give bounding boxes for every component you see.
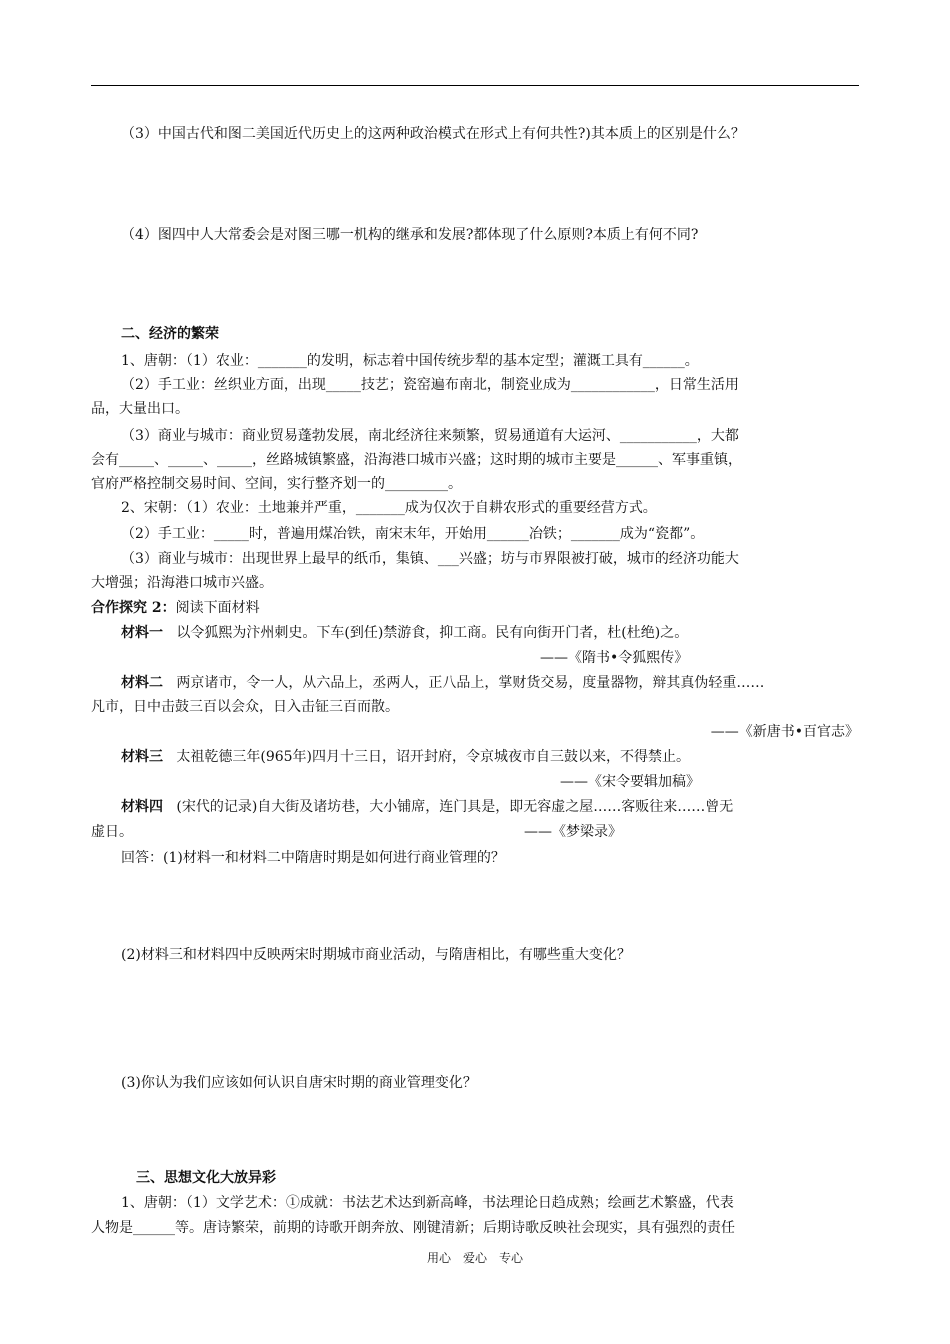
- material-label: 材料一: [121, 625, 163, 641]
- material-text: 太祖乾德三年(965年)四月十三日，诏开封府，令京城夜市自三鼓以来，不得禁止。: [176, 749, 691, 765]
- header-rule: [91, 85, 859, 86]
- text-line: （3）商业与城市：商业贸易蓬勃发展，南北经济往来频繁，贸易通道有大运河、___________，大都: [121, 428, 739, 444]
- material-2: [121, 673, 889, 693]
- section-2-title: 二、经济的繁荣: [121, 326, 219, 342]
- text-line: 1、唐朝：（1）农业：_______的发明，标志着中国传统步犁的基本定型；灌溉工具有______。: [121, 353, 699, 369]
- material-text-cont: 凡市，日中击鼓三百以会众，日入击钲三百而散。: [91, 699, 399, 715]
- text-line: （3）商业与城市：出现世界上最早的纸币，集镇、___兴盛；坊与市界限被打破，城市的经济功能大: [121, 551, 739, 567]
- text-line: 1、唐朝：（1）文学艺术：①成就：书法艺术达到新高峰，书法理论日趋成熟；绘画艺术繁盛，代表: [121, 1195, 734, 1211]
- section-3-title: 三、思想文化大放异彩: [136, 1170, 276, 1186]
- material-label: 材料四: [121, 799, 163, 815]
- material-4: [121, 797, 889, 817]
- text-line: （2）手工业：丝织业方面，出现_____技艺；瓷窑遍布南北，制瓷业成为____________，日常生活用: [121, 377, 739, 393]
- answer-question-3: (3)你认为我们应该如何认识自唐宋时期的商业管理变化？: [121, 1075, 477, 1091]
- text-line: 官府严格控制交易时间、空间，实行整齐划一的_________。: [91, 476, 462, 492]
- material-label: 材料二: [121, 675, 163, 691]
- question-3: （3）中国古代和图二美国近代历史上的这两种政治模式在形式上有何共性?)其本质上的区别是什么？: [121, 126, 745, 142]
- material-source: ——《梦梁录》: [524, 824, 622, 840]
- answer-question-2: (2)材料三和材料四中反映两宋时期城市商业活动，与隋唐相比，有哪些重大变化？: [121, 947, 631, 963]
- coop-heading: [91, 598, 859, 618]
- text-line: （2）手工业：_____时，普遍用煤冶铁，南宋末年，开始用______冶铁；_______成为“瓷都”。: [121, 526, 705, 542]
- text-line: 会有_____、_____、_____，丝路城镇繁盛，沿海港口城市兴盛；这时期的城市主要是______、军事重镇，: [91, 452, 742, 468]
- material-text: (宋代的记录)自大街及诸坊巷，大小铺席，连门具是，即无容虚之屋……客贩往来……曾无: [176, 799, 734, 815]
- material-3: [121, 747, 889, 767]
- text-line: 大增强；沿海港口城市兴盛。: [91, 575, 273, 591]
- coop-label: 合作探究 2：: [91, 600, 176, 616]
- material-1: [121, 623, 889, 643]
- page-footer: 用心 爱心 专心: [426, 1251, 523, 1265]
- text-line: 人物是______等。唐诗繁荣，前期的诗歌开朗奔放、刚键清新；后期诗歌反映社会现实，具有强烈的责任: [91, 1220, 735, 1236]
- material-text-cont: 虚日。: [91, 824, 133, 840]
- answer-question-1: 回答：(1)材料一和材料二中隋唐时期是如何进行商业管理的？: [121, 850, 505, 866]
- text-line: 2、宋朝：（1）农业：土地兼并严重，_______成为仅次于自耕农形式的重要经营方式。: [121, 500, 657, 516]
- material-text: 以令狐熙为汴州刺史。下车(到任)禁游食，抑工商。民有向街开门者，杜(杜绝)之。: [176, 625, 689, 641]
- text-line: 品，大量出口。: [91, 401, 189, 417]
- material-source: ——《宋令要辑加稿》: [560, 774, 700, 790]
- material-source: ——《新唐书•百官志》: [710, 724, 859, 740]
- coop-text: 阅读下面材料: [175, 600, 260, 616]
- material-label: 材料三: [121, 749, 163, 765]
- material-source: ——《隋书•令狐熙传》: [540, 650, 689, 666]
- question-4: （4）图四中人大常委会是对图三哪一机构的继承和发展?都体现了什么原则?本质上有何不同?: [121, 227, 699, 243]
- material-text: 两京诸市，令一人，从六品上，丞两人，正八品上，掌财货交易，度量器物，辩其真伪轻重……: [176, 675, 765, 691]
